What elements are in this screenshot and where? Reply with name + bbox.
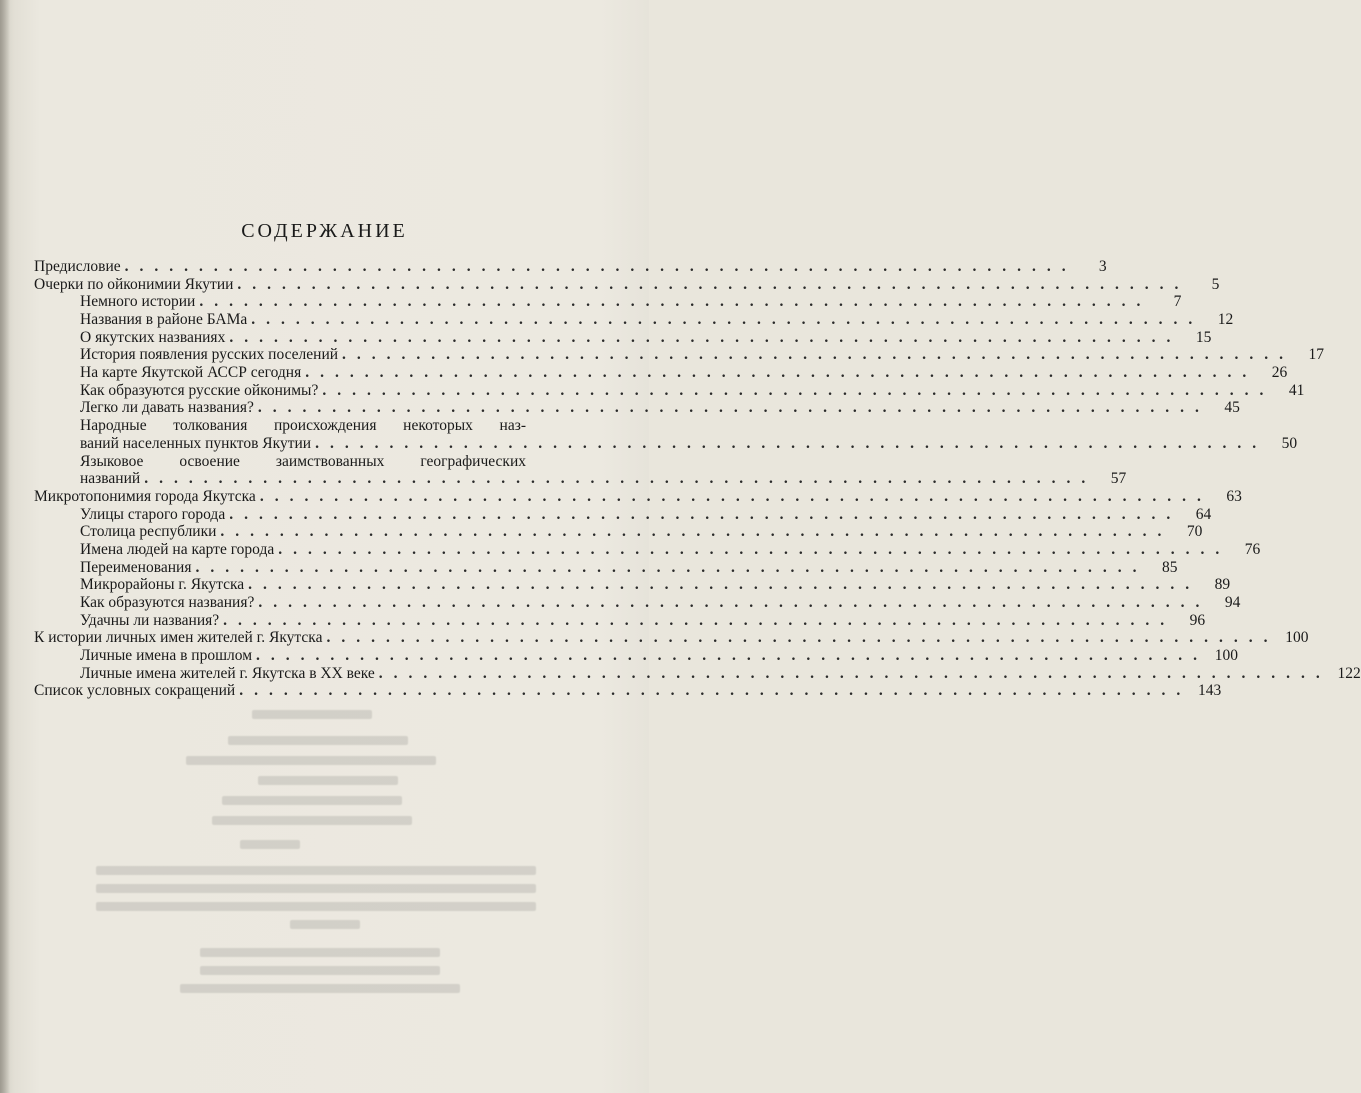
dot-leader: ................................................................ [326, 629, 1279, 647]
show-through-text [0, 690, 649, 1020]
toc-entry [34, 505, 1212, 524]
toc-entry-title: Личные имена жителей г. Якутска в XX веке [80, 664, 375, 682]
toc-entry [34, 328, 1212, 347]
spine-shadow [0, 0, 10, 1093]
toc-entry-title: Личные имена в прошлом [80, 647, 253, 665]
dot-leader: ................................................................ [251, 311, 1204, 329]
toc-entry-page: 64 [1195, 505, 1212, 523]
toc-entry-page: 122 [1337, 664, 1361, 682]
toc-entry [34, 558, 1178, 577]
toc-entry-title: Переименования [80, 558, 192, 576]
toc-entry-page: 45 [1224, 399, 1240, 417]
toc-entry-page: 5 [1211, 275, 1220, 293]
dot-leader: ................................................................ [258, 594, 1211, 612]
toc-entry-page: 143 [1197, 682, 1222, 700]
toc-entry-page: 100 [1285, 629, 1309, 647]
dot-leader: ................................................................ [223, 611, 1176, 629]
toc-entry [34, 647, 1239, 665]
toc-entry [34, 682, 1222, 701]
dot-leader: ................................................................ [124, 257, 1077, 275]
toc-entry-title: Как образуются русские ойконимы? [80, 381, 319, 399]
dot-leader: ................................................................ [322, 381, 1275, 399]
toc-entry-page: 26 [1271, 364, 1288, 382]
table-of-contents [34, 257, 1361, 700]
toc-entry-title: Улицы старого города [80, 505, 226, 523]
toc-entry-page: 96 [1189, 611, 1206, 629]
toc-entry-title: Микротопонимия города Якутска [34, 487, 256, 505]
toc-entry [34, 629, 1309, 647]
dot-leader: ................................................................ [342, 346, 1295, 364]
toc-entry-page: 50 [1281, 434, 1298, 452]
toc-entry [34, 664, 1361, 683]
toc-entry-title-line2: ваний населенных пунктов Якутии [80, 434, 312, 452]
dot-leader: ................................................................ [144, 470, 1097, 488]
dot-leader: ................................................................ [220, 523, 1173, 541]
toc-entry-title: О якутских названиях [80, 328, 226, 346]
dot-leader: ................................................................ [239, 682, 1192, 700]
dot-leader: ................................................................ [229, 505, 1182, 523]
toc-entry-page: 41 [1288, 381, 1305, 399]
dot-leader: ................................................................ [305, 364, 1258, 382]
toc-entry-page: 70 [1186, 523, 1203, 541]
toc-entry-title: Предисловие [34, 257, 121, 275]
dot-leader: ................................................................ [256, 647, 1209, 665]
toc-entry [34, 576, 1231, 594]
dot-leader: ................................................................ [278, 540, 1231, 558]
toc-entry-title: Имена людей на карте города [80, 540, 275, 558]
toc-entry [34, 346, 1325, 364]
toc-entry [34, 381, 1305, 400]
toc-entry-title: Столица республики [80, 523, 217, 541]
toc-entry-page: 94 [1224, 594, 1241, 612]
dot-leader: ................................................................ [229, 328, 1182, 346]
contents-heading: СОДЕРЖАНИЕ [241, 220, 408, 242]
toc-entry-title: На карте Якутской АССР сегодня [80, 364, 302, 382]
dot-leader: ................................................................ [315, 434, 1268, 452]
toc-entry-title: Микрорайоны г. Якутска [80, 576, 245, 594]
toc-entry-title-line1: Народные толкования происхождения некоторых наз- [80, 417, 526, 435]
toc-entry-page: 15 [1195, 328, 1212, 346]
toc-entry-page: 63 [1226, 487, 1242, 505]
toc-entry-page: 17 [1308, 346, 1325, 364]
toc-entry-title: История появления русских поселений [80, 346, 339, 364]
toc-entry [34, 399, 1240, 418]
toc-entry-page: 89 [1214, 576, 1231, 594]
toc-entry-title-line2: названий [80, 470, 141, 488]
toc-entry-title: Легко ли давать названия? [80, 399, 254, 417]
toc-entry [34, 452, 1127, 488]
toc-entry-page: 100 [1214, 647, 1239, 665]
toc-entry-title-line1: Языковое освоение заимствованных географических [80, 452, 526, 470]
toc-entry-page: 3 [1098, 257, 1107, 275]
toc-entry [34, 257, 1107, 276]
toc-entry-title: К истории личных имен жителей г. Якутска [34, 629, 323, 647]
toc-entry [34, 611, 1206, 630]
toc-entry-title: Удачны ли названия? [80, 611, 220, 629]
toc-entry-page: 7 [1173, 293, 1182, 311]
dot-leader: ................................................................ [199, 293, 1152, 311]
toc-entry [34, 540, 1261, 559]
toc-entry [34, 417, 1298, 452]
toc-entry [34, 594, 1241, 612]
toc-entry [34, 523, 1203, 541]
toc-entry [34, 293, 1182, 311]
dot-leader: ................................................................ [259, 487, 1212, 505]
toc-entry-page: 76 [1244, 540, 1261, 558]
toc-entry-page: 12 [1217, 311, 1234, 329]
toc-entry [34, 275, 1220, 294]
toc-entry-title: Список условных сокращений [34, 682, 236, 700]
toc-entry [34, 311, 1234, 329]
toc-entry-page: 85 [1161, 558, 1178, 576]
dot-leader: ................................................................ [237, 275, 1190, 293]
toc-entry-title: Как образуются названия? [80, 594, 255, 612]
toc-entry [34, 487, 1242, 506]
dot-leader: ................................................................ [248, 576, 1201, 594]
toc-entry-title: Немного истории [80, 293, 196, 311]
toc-entry-title: Названия в районе БАМа [80, 311, 248, 329]
dot-leader: ................................................................ [378, 664, 1331, 682]
toc-entry [34, 364, 1288, 382]
dot-leader: ................................................................ [257, 399, 1210, 417]
toc-entry-title: Очерки по ойконимии Якутии [34, 275, 234, 293]
toc-entry-page: 57 [1110, 470, 1127, 488]
dot-leader: ................................................................ [195, 558, 1148, 576]
